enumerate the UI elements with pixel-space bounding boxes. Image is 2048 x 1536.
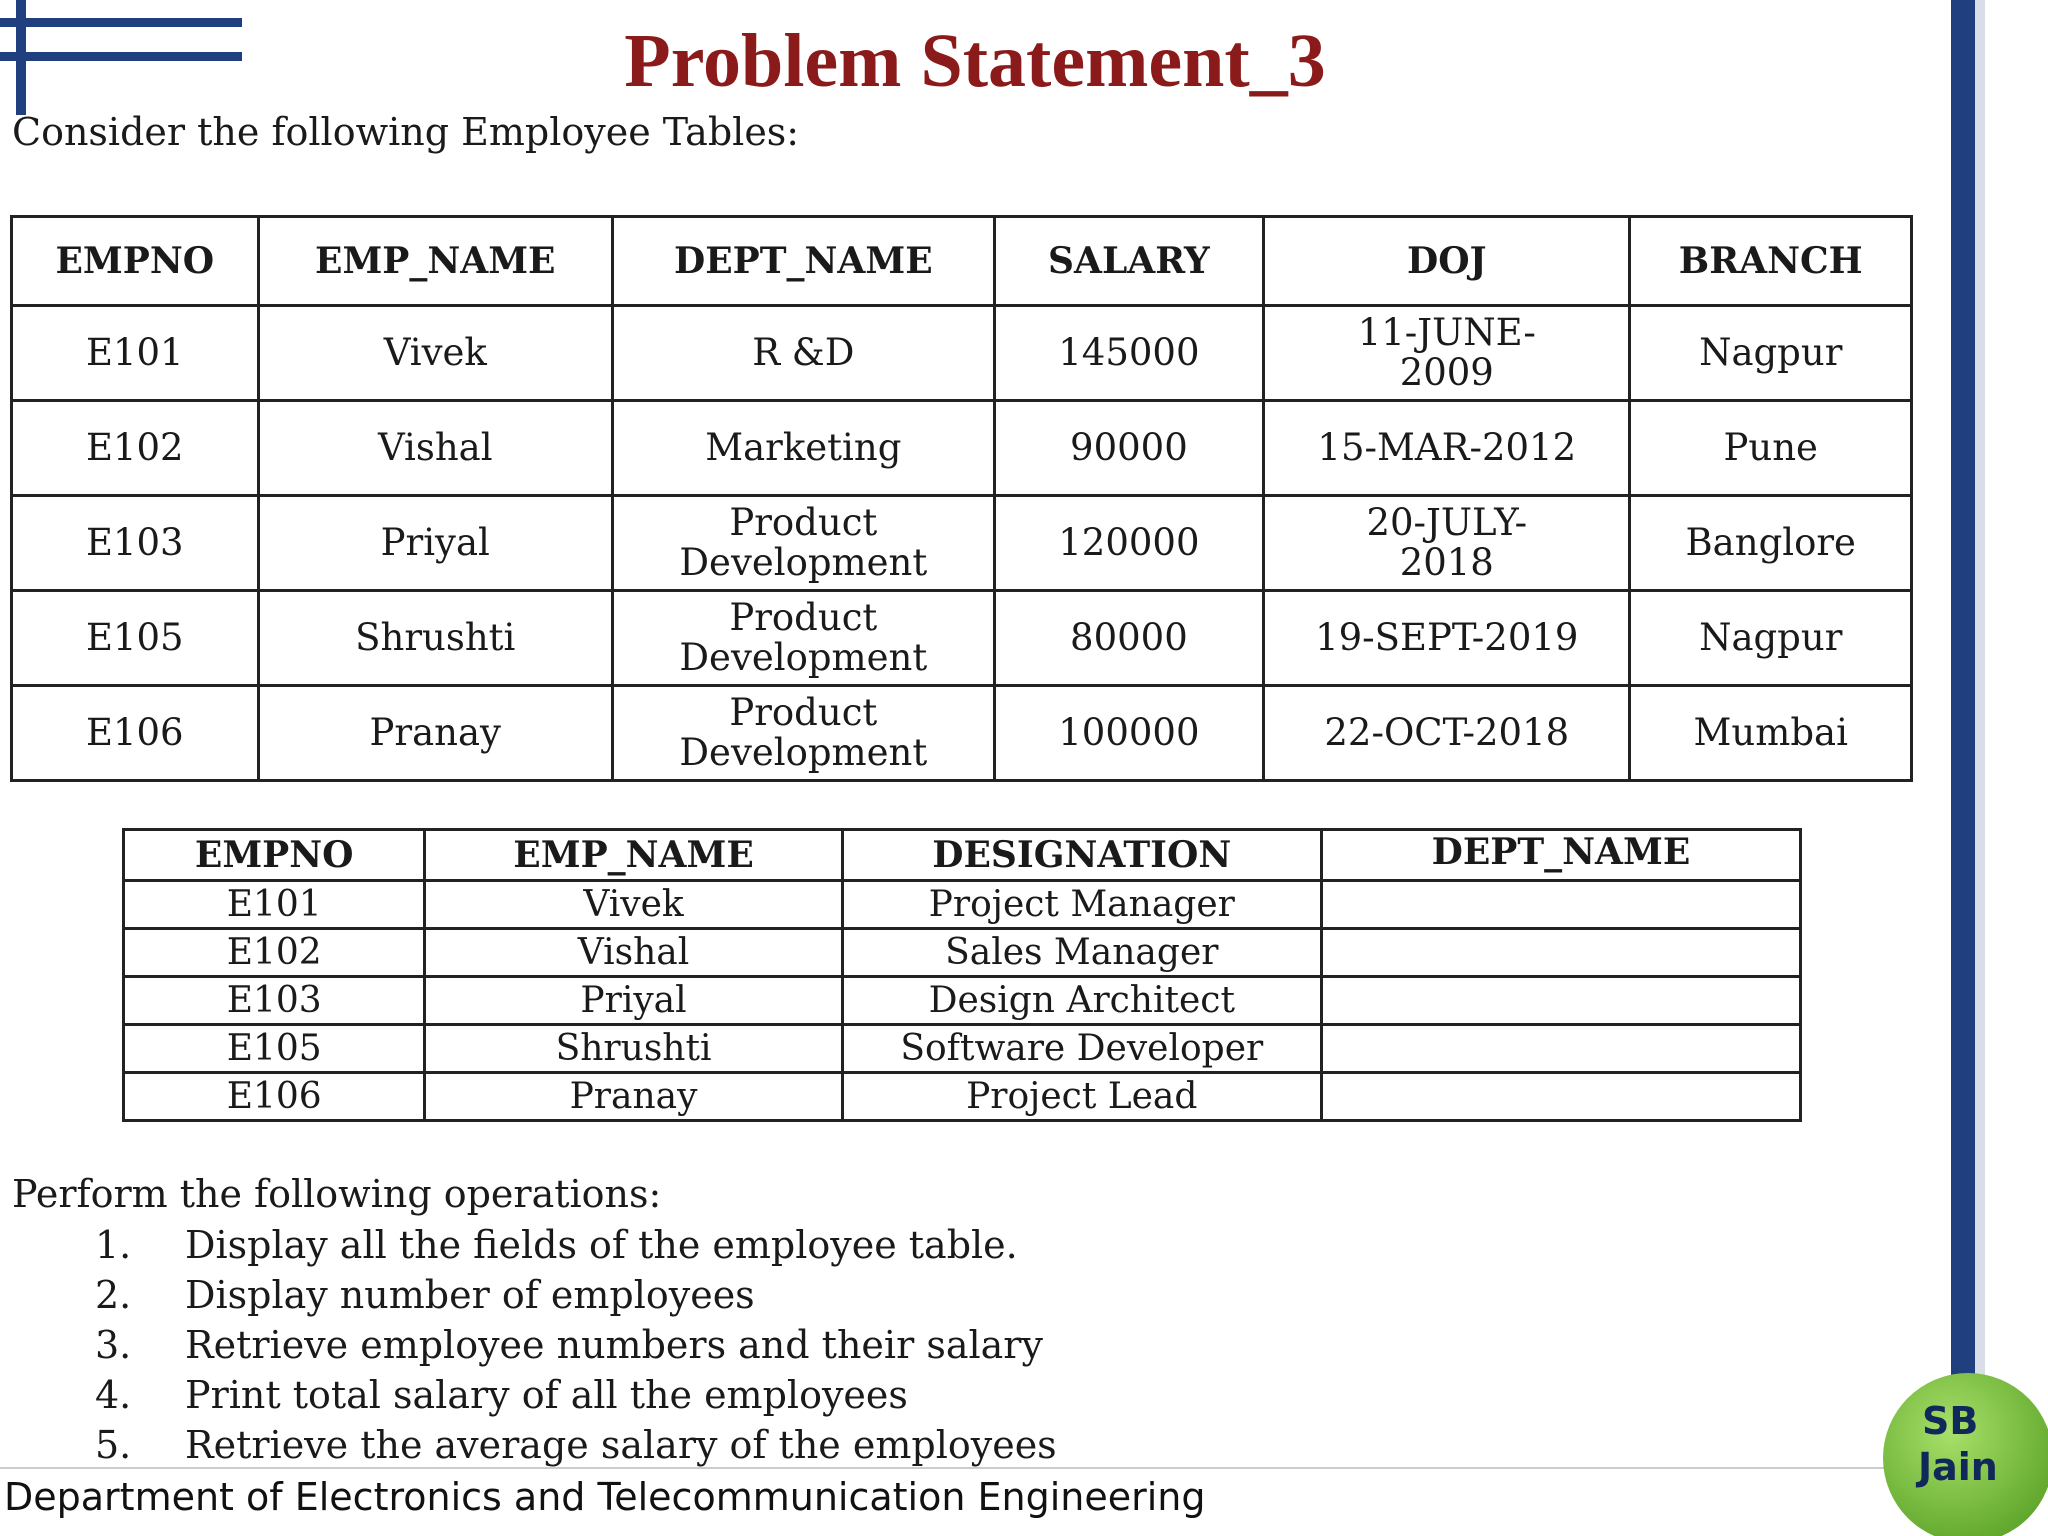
logo-line-2: Jain [1918, 1445, 1998, 1489]
cell-emp-name: Vishal [425, 929, 842, 977]
header-doj: DOJ [1264, 217, 1630, 306]
cell-branch: Mumbai [1630, 686, 1912, 781]
cell-salary: 100000 [994, 686, 1263, 781]
cell-emp-name: Vivek [258, 306, 612, 401]
cell-doj: 20-JULY-2018 [1264, 496, 1630, 591]
cell-emp-name: Priyal [425, 977, 842, 1025]
header-dept-name: DEPT_NAME [612, 217, 994, 306]
cell-empno: E105 [124, 1025, 425, 1073]
designation-table [122, 828, 1802, 1122]
cell-branch: Nagpur [1630, 306, 1912, 401]
header-empno: EMPNO [12, 217, 259, 306]
header-emp-name: EMP_NAME [425, 830, 842, 881]
cell-emp-name: Shrushti [258, 591, 612, 686]
right-accent-shadow [1975, 0, 1985, 1380]
header-emp-name: EMP_NAME [258, 217, 612, 306]
footer-department: Department of Electronics and Telecommunication Engineering [4, 1475, 1206, 1519]
right-accent-bar [1951, 0, 1975, 1380]
cell-empno: E102 [12, 401, 259, 496]
footer-divider [0, 1467, 1940, 1469]
item-text: Display all the fields of the employee table. [185, 1223, 1018, 1267]
list-item [95, 1320, 1057, 1370]
cell-dept-name: Product Development [612, 591, 994, 686]
cell-dept-name: Product Development [612, 496, 994, 591]
cell-empno: E103 [12, 496, 259, 591]
cell-empno: E101 [124, 881, 425, 929]
cell-empno: E106 [12, 686, 259, 781]
cell-emp-name: Pranay [425, 1073, 842, 1121]
cell-empno: E102 [124, 929, 425, 977]
cell-designation: Project Manager [842, 881, 1321, 929]
item-text: Display number of employees [185, 1273, 755, 1317]
cell-empno: E103 [124, 977, 425, 1025]
logo-line-1: SB [1922, 1399, 1979, 1443]
cell-dept-name [1321, 1025, 1800, 1073]
operations-list [95, 1220, 1057, 1470]
table-row [124, 929, 1801, 977]
employee-table [10, 215, 1913, 782]
intro-text: Consider the following Employee Tables: [12, 110, 800, 154]
table-header-row [124, 830, 1801, 881]
table-row [12, 686, 1912, 781]
table-row [12, 496, 1912, 591]
table-row [124, 1073, 1801, 1121]
cell-empno: E105 [12, 591, 259, 686]
cell-designation: Design Architect [842, 977, 1321, 1025]
table-row [12, 591, 1912, 686]
cell-salary: 90000 [994, 401, 1263, 496]
cell-emp-name: Shrushti [425, 1025, 842, 1073]
cell-emp-name: Priyal [258, 496, 612, 591]
list-item [95, 1420, 1057, 1470]
cell-doj: 22-OCT-2018 [1264, 686, 1630, 781]
cell-emp-name: Vishal [258, 401, 612, 496]
cell-doj: 11-JUNE-2009 [1264, 306, 1630, 401]
cell-dept-name [1321, 1073, 1800, 1121]
cell-designation: Project Lead [842, 1073, 1321, 1121]
cell-salary: 80000 [994, 591, 1263, 686]
item-text: Retrieve the average salary of the employees [185, 1423, 1057, 1467]
table-row [124, 977, 1801, 1025]
table-row [12, 401, 1912, 496]
cell-salary: 120000 [994, 496, 1263, 591]
cell-empno: E106 [124, 1073, 425, 1121]
cell-branch: Banglore [1630, 496, 1912, 591]
list-item [95, 1270, 1057, 1320]
cell-dept-name: Product Development [612, 686, 994, 781]
table-row [124, 1025, 1801, 1073]
item-text: Print total salary of all the employees [185, 1373, 908, 1417]
item-text: Retrieve employee numbers and their salary [185, 1323, 1043, 1367]
page-title: Problem Statement_3 [624, 19, 1326, 103]
header-dept-name: DEPT_NAME [1321, 830, 1800, 881]
cell-designation: Sales Manager [842, 929, 1321, 977]
cell-dept-name: R &D [612, 306, 994, 401]
item-number: 2. [95, 1273, 132, 1317]
header-branch: BRANCH [1630, 217, 1912, 306]
cell-doj: 15-MAR-2012 [1264, 401, 1630, 496]
table-row [124, 881, 1801, 929]
cell-emp-name: Vivek [425, 881, 842, 929]
logo-text [1918, 1398, 1998, 1490]
cell-salary: 145000 [994, 306, 1263, 401]
cell-designation: Software Developer [842, 1025, 1321, 1073]
table-row [12, 306, 1912, 401]
item-number: 4. [95, 1373, 132, 1417]
item-number: 1. [95, 1223, 132, 1267]
list-item [95, 1220, 1057, 1270]
cell-dept-name [1321, 977, 1800, 1025]
cell-emp-name: Pranay [258, 686, 612, 781]
cell-dept-name [1321, 881, 1800, 929]
operations-title: Perform the following operations: [12, 1172, 662, 1216]
header-designation: DESIGNATION [842, 830, 1321, 881]
header-salary: SALARY [994, 217, 1263, 306]
table-header-row [12, 217, 1912, 306]
cell-dept-name [1321, 929, 1800, 977]
cell-doj: 19-SEPT-2019 [1264, 591, 1630, 686]
item-number: 3. [95, 1323, 132, 1367]
item-number: 5. [95, 1423, 132, 1467]
cell-branch: Pune [1630, 401, 1912, 496]
cell-branch: Nagpur [1630, 591, 1912, 686]
cell-empno: E101 [12, 306, 259, 401]
list-item [95, 1370, 1057, 1420]
header-empno: EMPNO [124, 830, 425, 881]
cell-dept-name: Marketing [612, 401, 994, 496]
